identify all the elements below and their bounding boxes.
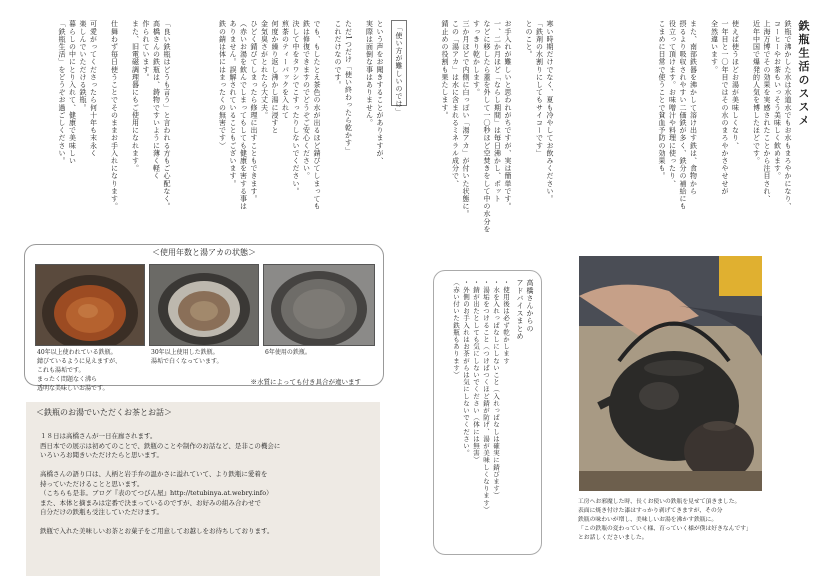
kettle-interior-photo-40y [35, 264, 145, 346]
middle-text: という声をお聞きすることがありますが、 実際は面倒な事はありません。 ただ1つだけ「使い終わったら乾かす」 これだけなのです。 でも、もしたとえ茶色の水が出るほど錆びてしまっても 鉄は修復できますのでどうぞご安心ください。 決して中をタワシでこすったりしないでください。 煎茶のティーパックを入れて 何度か繰り返し沸かし湯に浸すと 金気臭さがとれたら大丈夫。 ひどく錆びてしまったら修理に出すこともできます。 （赤いお湯を飲んでしまってもしても健康を害する事は ありません。誤解されていることもございます。 鉄の錆は体にはまったくの無害です） [218, 20, 384, 210]
advice-box [433, 270, 542, 555]
event-body: １８日は高橋さんが一日在廊されます。 西日本での展示は初めてのことで、鉄瓶のことや制作のお話など、是非この機会に いろいろお聞きいただけたらと思います。 高橋さんの語り口は、人柄と岩手弁の温かさに溢れていて、より鉄瓶に愛着を 持っていただけることと思います。 （こちらも是非。ブログ『表のてつびん屋』http://tetubinya.at.webry.info） また、本体と摘まみは定番で決まっているのですが、お好みの組み合わせで 自分だけの鉄瓶も受注していただけます。 鉄瓶で入れた美味しいお茶とお菓子をご用意してお越しをお待ちしております。 [40, 432, 281, 535]
caption-6y: 6年使用の鉄瓶。 [265, 349, 311, 356]
kettle-interior-photo-30y [149, 264, 259, 346]
kettle-interior-photo-6y [263, 264, 375, 346]
water-quality-note: ※水質によっても付き具合が違います [250, 378, 361, 386]
usage-years-title: ＜使用年数と湯アカの状態＞ [152, 248, 256, 257]
kettle-photo [579, 256, 762, 491]
intro-text: 鉄瓶で沸かした水は水道水でもお水もまろやかになり、 コーヒーやお茶もいっそう美味しく飲めます。 上海万博でその効果を実感されたことから注目され、 近年中国で爆発的人気を博したほどです。 使えば使うほどお湯が美味しくなり、 一年目と一〇年目ではその水のまろやかさやせせが 全然違います。 また、南部鉄器を沸かして溶け出す鉄は、食物から 摂るより吸収されやすい二価鉄が多く、鉄分の補給にも 役立って頂けます。お味噌汁や料理に使ったり、 こまめに日常で使うことで貧血予防の効果も。 [658, 20, 792, 210]
tail-text: 「良い鉄瓶はどうも言う」と言われる方もご心配なく。 高橋さんの鉄瓶は、鋳物ですいように薄く軽く 作られています。 また、旧電磁調理器にもご使用になれます。 仕舞わず毎日使うことでそのままお手入れになります。 可愛がってくださったら何十年も末永く 楽しんでいただける鉄瓶。 暮らしの中にとり入れて、健康で美味しい 「鉄瓶生活」をどうぞお過ごしください。 [58, 20, 171, 210]
advice-items: ・使用後は必ず乾かします ・水を入れっぱなしにしないこと（入れっぱなしは確実に錆びます） ・湯垢をつけること（つけばつくほど錆が防げ、湯が美味しくなります） ・錆が出たとしても気にしないでください（体には無害） ・外側のお手入れはお茶がらは気にしないでください。 （赤い付いた鉄瓶もあります） [452, 279, 510, 514]
advice-heading: 高橋さんからの アドバイスまとめ [516, 279, 534, 340]
page-title: 鉄瓶生活のススメ [797, 20, 810, 128]
care-text: 寒い時期だけでなく、夏も冷やしてお飲みください。 「鉄剤の水割りにしてもサイコーです」 とのこと。 お手入れが難しいと思われがちですが、実は簡単です。 一、二か月ほど「ならし期間」は毎日沸かし、ポット などに移したら蓋を外して一〇秒ほど空焚きをして中の水分を すっきり乾かします。 三か月ほどで内側に白っぽい「湯アカ」が付いた状態に。 この「湯アカ」は水に含まれるミネラル成分で、 錆止めの役割も果たします。 [441, 20, 554, 233]
quote-box: 「使い方が難しいのでは」 [391, 20, 408, 106]
event-title: ＜鉄瓶のお湯でいただくお茶とお話＞ [36, 408, 172, 417]
kettle-photo-caption: 工房へお邪魔した時、長くお使いの鉄瓶を見せて頂きました。 表面に焼き付けた漆はすっかり剥げてきますが、その分 鉄瓶の味わいが増し、美味しいお湯を沸かす鉄瓶に。 「この鉄瓶の変わっていく様、育っていく様が僕は好きなんです」 とお話しくださいました。 [578, 499, 752, 541]
event-info-box [26, 402, 380, 576]
caption-40y: 40年以上使われている鉄瓶。 錆びているように見えますが、 これも湯垢です。 まったく問題なく沸ら 透明な美味しいお湯です。 [37, 349, 122, 392]
caption-30y: 30年以上使用した鉄瓶。 湯垢で白くなっています。 [151, 349, 223, 365]
usage-years-panel [24, 244, 384, 392]
